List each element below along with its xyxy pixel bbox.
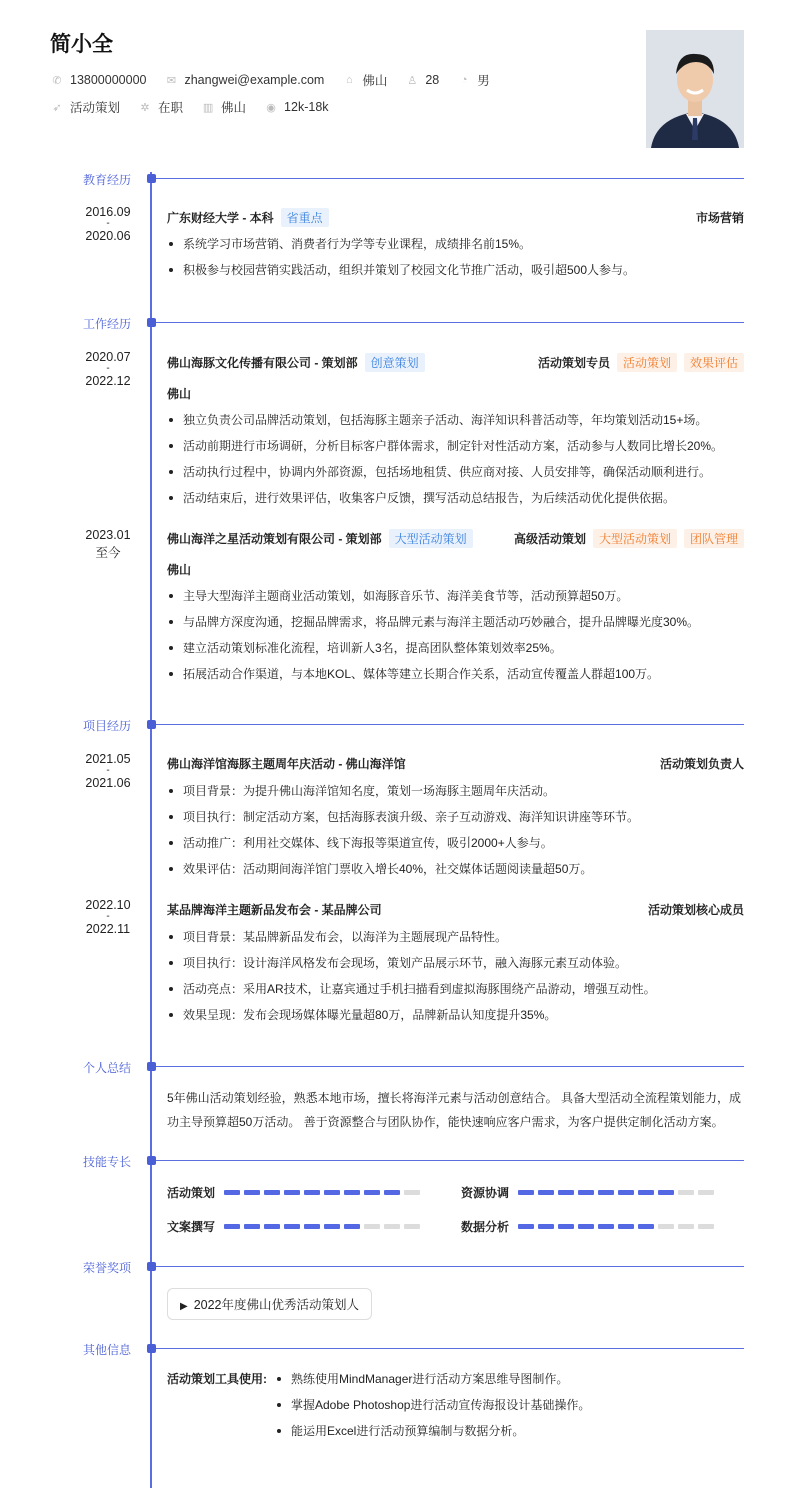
home-icon: ⌂ bbox=[346, 74, 353, 86]
triangle-icon: ▶ bbox=[180, 1301, 188, 1312]
start-date: 2023.01 bbox=[85, 528, 131, 542]
skill-segment-filled bbox=[538, 1224, 554, 1229]
skill-segment-filled bbox=[344, 1224, 360, 1229]
skill-bar bbox=[224, 1224, 420, 1229]
role: 高级活动策划 bbox=[513, 532, 586, 546]
job-row bbox=[50, 98, 341, 116]
role: 活动策划专员 bbox=[537, 356, 610, 370]
skill-segment-empty bbox=[384, 1224, 400, 1229]
list-item: 效果评估：活动期间海洋馆门票收入增长40%，社交媒体话题阅读量超50万。 bbox=[167, 859, 747, 885]
list-item: 建立活动策划标准化流程，培训新人3名，提高团队整体策划效率25%。 bbox=[167, 638, 747, 664]
date-sep: - bbox=[106, 363, 110, 374]
timeline-dot bbox=[147, 174, 156, 183]
list-item: 系统学习市场营销、消费者行为学等专业课程，成绩排名前15%。 bbox=[167, 234, 747, 260]
section-work bbox=[0, 316, 794, 330]
divider bbox=[156, 322, 744, 323]
skill-segment-filled bbox=[618, 1224, 634, 1229]
section-title: 个人总结 bbox=[83, 1061, 132, 1075]
skill-segment-empty bbox=[364, 1224, 380, 1229]
project-title: 佛山海洋馆海豚主题周年庆活动 - 佛山海洋馆 bbox=[167, 757, 406, 771]
section-title: 荣誉奖项 bbox=[83, 1261, 132, 1275]
skill-item bbox=[461, 1218, 714, 1235]
skill-segment-filled bbox=[224, 1224, 240, 1229]
section-projects bbox=[0, 718, 794, 732]
skill-item bbox=[461, 1184, 714, 1201]
section-awards bbox=[0, 1260, 794, 1274]
start-date: 2022.10 bbox=[85, 898, 131, 912]
timeline-dot bbox=[147, 1062, 156, 1071]
section-education bbox=[0, 172, 794, 186]
section-title: 其他信息 bbox=[83, 1343, 132, 1357]
tag: 创意策划 bbox=[365, 353, 425, 372]
skill-segment-empty bbox=[698, 1224, 714, 1229]
work-city: 佛山 bbox=[167, 387, 192, 401]
skill-name: 数据分析 bbox=[461, 1220, 510, 1234]
phone: 13800000000 bbox=[70, 73, 147, 87]
tag: 大型活动策划 bbox=[593, 529, 677, 548]
gender: 男 bbox=[477, 74, 490, 88]
list-item: 活动前期进行市场调研，分析目标客户群体需求，制定针对性活动方案，活动参与人数同比增长20%。 bbox=[167, 436, 747, 462]
major: 市场营销 bbox=[695, 211, 744, 225]
skill-segment-filled bbox=[344, 1190, 360, 1195]
list-item: 主导大型海洋主题商业活动策划，如海豚音乐节、海洋美食节等，活动预算超50万。 bbox=[167, 586, 747, 612]
skill-segment-filled bbox=[304, 1190, 320, 1195]
timeline-dot bbox=[147, 1262, 156, 1271]
skill-segment-filled bbox=[518, 1190, 534, 1195]
tag: 大型活动策划 bbox=[389, 529, 473, 548]
timeline-line bbox=[150, 172, 152, 1488]
age-icon: ♙ bbox=[407, 74, 418, 87]
end-date: 2022.11 bbox=[85, 922, 131, 936]
summary-text: 5年佛山活动策划经验，熟悉本地市场，擅长将海洋元素与活动创意结合。 具备大型活动全流程策划能力，成功主导预算超50万活动。 善于资源整合与团队协作，能快速响应客户需求，为客户提供定制化活动方案。 bbox=[167, 1091, 742, 1129]
award-text: 2022年度佛山优秀活动策划人 bbox=[193, 1298, 360, 1312]
project-title: 某品牌海洋主题新品发布会 - 某品牌公司 bbox=[167, 903, 382, 917]
skill-segment-filled bbox=[578, 1224, 594, 1229]
start-date: 2020.07 bbox=[85, 350, 131, 364]
job-status: 在职 bbox=[158, 101, 184, 115]
section-title: 项目经历 bbox=[83, 719, 132, 733]
timeline-dot bbox=[147, 720, 156, 729]
skill-segment-filled bbox=[264, 1224, 280, 1229]
skill-segment-filled bbox=[598, 1190, 614, 1195]
other-info bbox=[167, 1369, 747, 1447]
list-item: 活动结束后，进行效果评估，收集客户反馈，撰写活动总结报告，为后续活动优化提供依据。 bbox=[167, 488, 747, 514]
list-item: 效果呈现：发布会现场媒体曝光量超80万，品牌新品认知度提升35%。 bbox=[167, 1005, 747, 1031]
section-summary bbox=[0, 1060, 794, 1074]
list-item: 活动执行过程中，协调内外部资源，包括场地租赁、供应商对接、人员安排等，确保活动顺利进行。 bbox=[167, 462, 747, 488]
list-item: 活动亮点：采用AR技术，让嘉宾通过手机扫描看到虚拟海豚围绕产品游动，增强互动性。 bbox=[167, 979, 747, 1005]
skill-segment-filled bbox=[264, 1190, 280, 1195]
skill-segment-empty bbox=[404, 1190, 420, 1195]
skill-segment-empty bbox=[678, 1224, 694, 1229]
skill-segment-filled bbox=[304, 1224, 320, 1229]
skill-segment-filled bbox=[224, 1190, 240, 1195]
timeline-dot bbox=[147, 318, 156, 327]
divider bbox=[156, 1160, 744, 1161]
tag: 团队管理 bbox=[684, 529, 744, 548]
skill-segment-filled bbox=[578, 1190, 594, 1195]
end-date: 2021.06 bbox=[85, 776, 131, 790]
skill-segment-filled bbox=[638, 1190, 654, 1195]
skill-segment-empty bbox=[404, 1224, 420, 1229]
status-icon: ✲ bbox=[140, 101, 150, 114]
company: 佛山海洋之星活动策划有限公司 - 策划部 bbox=[167, 532, 382, 546]
start-date: 2021.05 bbox=[85, 752, 131, 766]
list-item: 项目执行：设计海洋风格发布会现场，策划产品展示环节，融入海豚元素互动体验。 bbox=[167, 953, 747, 979]
skill-bar bbox=[518, 1224, 714, 1229]
job-intent: 活动策划 bbox=[70, 101, 121, 115]
work-city: 佛山 bbox=[167, 563, 192, 577]
date-sep: - bbox=[106, 911, 110, 922]
divider bbox=[156, 178, 744, 179]
section-title: 技能专长 bbox=[83, 1155, 132, 1169]
skill-segment-filled bbox=[558, 1224, 574, 1229]
section-title: 教育经历 bbox=[83, 173, 132, 187]
skill-segment-filled bbox=[538, 1190, 554, 1195]
skill-segment-filled bbox=[518, 1224, 534, 1229]
skill-segment-empty bbox=[678, 1190, 694, 1195]
skill-item bbox=[167, 1184, 420, 1201]
list-item: 掌握Adobe Photoshop进行活动宣传海报设计基础操作。 bbox=[275, 1395, 590, 1421]
email: zhangwei@example.com bbox=[184, 73, 325, 87]
salary: 12k-18k bbox=[284, 100, 329, 114]
other-label: 活动策划工具使用: bbox=[167, 1372, 267, 1386]
divider bbox=[156, 724, 744, 725]
skill-segment-filled bbox=[284, 1190, 300, 1195]
salary-icon: ◉ bbox=[266, 101, 276, 114]
phone-icon: ✆ bbox=[52, 74, 62, 87]
skill-segment-empty bbox=[658, 1224, 674, 1229]
skill-segment-filled bbox=[558, 1190, 574, 1195]
list-item: 独立负责公司品牌活动策划，包括海豚主题亲子活动、海洋知识科普活动等，年均策划活动15+场。 bbox=[167, 410, 747, 436]
skill-name: 文案撰写 bbox=[167, 1220, 216, 1234]
skill-segment-filled bbox=[364, 1190, 380, 1195]
skill-segment-filled bbox=[244, 1190, 260, 1195]
section-other bbox=[0, 1342, 794, 1356]
target-city: 佛山 bbox=[221, 101, 247, 115]
end-date: 2020.06 bbox=[85, 229, 131, 243]
list-item: 项目背景：某品牌新品发布会，以海洋为主题展现产品特性。 bbox=[167, 927, 747, 953]
building-icon: ▥ bbox=[202, 101, 214, 114]
skill-segment-filled bbox=[384, 1190, 400, 1195]
skill-segment-filled bbox=[244, 1224, 260, 1229]
end-date: 2022.12 bbox=[85, 374, 131, 388]
skill-segment-filled bbox=[638, 1224, 654, 1229]
skill-segment-empty bbox=[698, 1190, 714, 1195]
skill-bar bbox=[224, 1190, 420, 1195]
timeline-dot bbox=[147, 1156, 156, 1165]
list-item: 与品牌方深度沟通，挖掘品牌需求，将品牌元素与海洋主题活动巧妙融合，提升品牌曝光度30%。 bbox=[167, 612, 747, 638]
tag: 效果评估 bbox=[684, 353, 744, 372]
skill-bar bbox=[518, 1190, 714, 1195]
start-date: 2016.09 bbox=[85, 205, 131, 219]
timeline-dot bbox=[147, 1344, 156, 1353]
skill-segment-filled bbox=[284, 1224, 300, 1229]
role: 活动策划核心成员 bbox=[647, 903, 744, 917]
send-icon: ➶ bbox=[52, 101, 62, 114]
candidate-name: 简小全 bbox=[50, 33, 113, 56]
company: 佛山海豚文化传播有限公司 - 策划部 bbox=[167, 356, 358, 370]
tag: 省重点 bbox=[281, 208, 329, 227]
divider bbox=[156, 1266, 744, 1267]
date-sep: - bbox=[106, 765, 110, 776]
list-item: 拓展活动合作渠道，与本地KOL、媒体等建立长期合作关系，活动宣传覆盖人群超100万。 bbox=[167, 664, 747, 690]
list-item: 熟练使用MindManager进行活动方案思维导图制作。 bbox=[275, 1369, 590, 1395]
skill-name: 活动策划 bbox=[167, 1186, 216, 1200]
list-item: 能运用Excel进行活动预算编制与数据分析。 bbox=[275, 1421, 590, 1447]
skill-segment-filled bbox=[598, 1224, 614, 1229]
list-item: 积极参与校园营销实践活动，组织并策划了校园文化节推广活动，吸引超500人参与。 bbox=[167, 260, 747, 286]
skill-segment-filled bbox=[324, 1190, 340, 1195]
gender-icon: ◔ bbox=[460, 74, 468, 86]
profile-photo bbox=[646, 30, 744, 148]
skill-segment-filled bbox=[324, 1224, 340, 1229]
skill-segment-filled bbox=[658, 1190, 674, 1195]
section-title: 工作经历 bbox=[83, 317, 132, 331]
skill-name: 资源协调 bbox=[461, 1186, 510, 1200]
list-item: 活动推广：利用社交媒体、线下海报等渠道宣传，吸引2000+人参与。 bbox=[167, 833, 747, 859]
age: 28 bbox=[425, 73, 440, 87]
list-item: 项目背景：为提升佛山海洋馆知名度，策划一场海豚主题周年庆活动。 bbox=[167, 781, 747, 807]
date-sep: - bbox=[106, 218, 110, 229]
divider bbox=[156, 1348, 744, 1349]
school: 广东财经大学 - 本科 bbox=[167, 211, 274, 225]
end-date: 至今 bbox=[95, 546, 121, 560]
role: 活动策划负责人 bbox=[659, 757, 744, 771]
award-item[interactable] bbox=[167, 1288, 372, 1320]
divider bbox=[156, 1066, 744, 1067]
skill-item bbox=[167, 1218, 420, 1235]
list-item: 项目执行：制定活动方案，包括海豚表演升级、亲子互动游戏、海洋知识讲座等环节。 bbox=[167, 807, 747, 833]
skill-segment-filled bbox=[618, 1190, 634, 1195]
section-skills bbox=[0, 1154, 794, 1168]
contact-row bbox=[50, 71, 502, 89]
email-icon: ✉ bbox=[166, 74, 177, 87]
location: 佛山 bbox=[362, 74, 388, 88]
tag: 活动策划 bbox=[617, 353, 677, 372]
